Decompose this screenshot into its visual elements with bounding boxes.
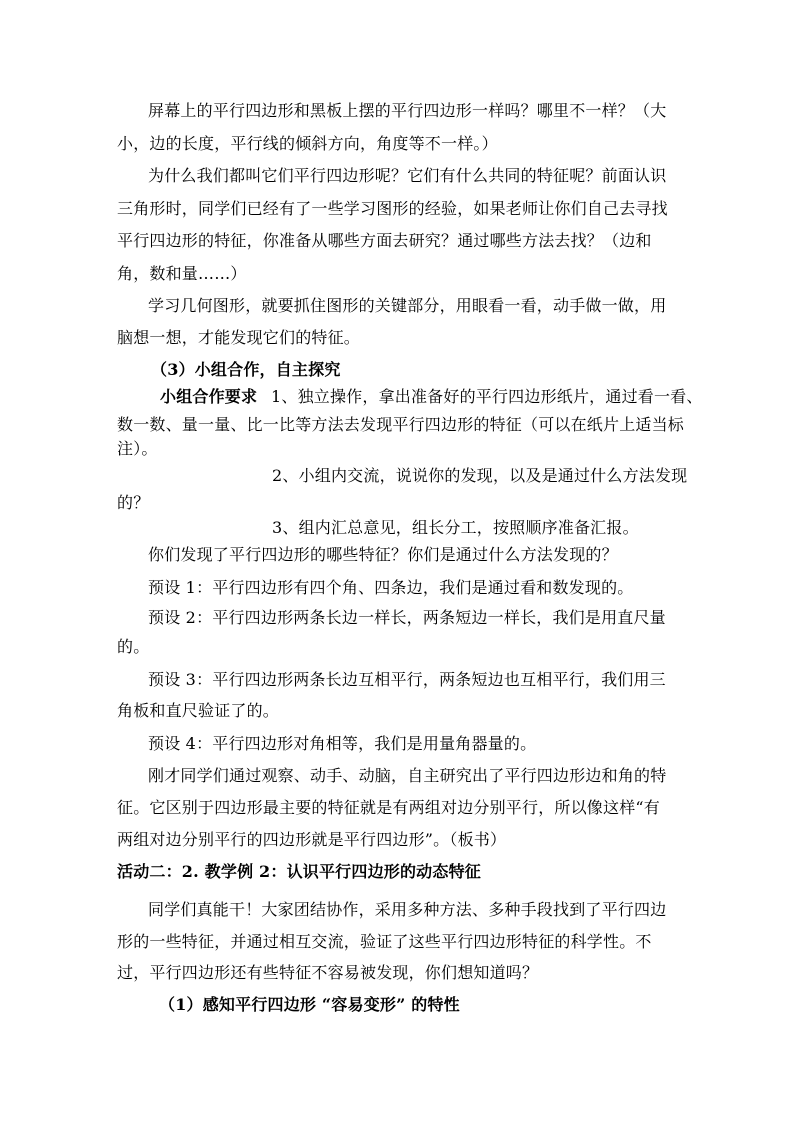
paragraph-line: 数一数、量一量、比一比等方法去发现平行四边形的特征（可以在纸片上适当标 <box>117 415 685 434</box>
section-heading: （1）感知平行四边形 “容易变形” 的特性 <box>159 995 460 1014</box>
paragraph-line: 预设 1：平行四边形有四个角、四条边，我们是通过看和数发现的。 <box>148 578 634 597</box>
group-requirements-label: 小组合作要求 <box>160 387 258 406</box>
activity-heading: 活动二：2. 教学例 2：认识平行四边形的动态特征 <box>117 862 481 881</box>
paragraph-line: 平行四边形的特征，你准备从哪些方面去研究？通过哪些方法去找？（边和 <box>117 231 652 250</box>
paragraph-line: 小，边的长度，平行线的倾斜方向，角度等不一样。） <box>117 134 498 153</box>
paragraph-line: 的？ <box>117 493 150 512</box>
paragraph-line: 角板和直尺验证了的。 <box>117 701 280 720</box>
paragraph-line: 的。 <box>117 637 150 656</box>
paragraph-line: 同学们真能干！大家团结协作，采用多种方法、多种手段找到了平行四边 <box>148 900 667 919</box>
paragraph-line: 你们发现了平行四边形的哪些特征？你们是通过什么方法发现的？ <box>148 545 618 564</box>
paragraph-line: 3、组内汇总意见，组长分工，按照顺序准备汇报。 <box>272 518 639 537</box>
paragraph-line: 预设 2：平行四边形两条长边一样长，两条短边一样长，我们是用直尺量 <box>148 608 666 627</box>
paragraph-line: 脑想一想，才能发现它们的特征。 <box>117 328 361 347</box>
paragraph-line: 过，平行四边形还有些特征不容易被发现，你们想知道吗？ <box>117 963 539 982</box>
paragraph-line: 注）。 <box>117 439 158 458</box>
paragraph-line: 屏幕上的平行四边形和黑板上摆的平行四边形一样吗？哪里不一样？（大 <box>148 101 667 120</box>
paragraph-line: 两组对边分别平行的四边形就是平行四边形”。（板书） <box>117 830 507 849</box>
paragraph-line: 角，数和量……） <box>117 264 247 283</box>
paragraph-line: 2、小组内交流，说说你的发现，以及是通过什么方法发现 <box>272 466 688 485</box>
paragraph-line: 征。它区别于四边形最主要的特征就是有两组对边分别平行，所以像这样“有 <box>117 798 660 817</box>
paragraph-line: 预设 4：平行四边形对角相等，我们是用量角器量的。 <box>148 734 537 753</box>
paragraph-line: 刚才同学们通过观察、动手、动脑，自主研究出了平行四边形边和角的特 <box>148 766 667 785</box>
paragraph-line: 1、独立操作，拿出准备好的平行四边形纸片，通过看一看、 <box>271 387 703 406</box>
paragraph-line: 为什么我们都叫它们平行四边形呢？它们有什么共同的特征呢？前面认识 <box>148 166 667 185</box>
paragraph-line: 形的一些特征，并通过相互交流，验证了这些平行四边形特征的科学性。不 <box>117 932 652 951</box>
section-heading: （3）小组合作，自主探究 <box>151 360 341 379</box>
paragraph-line: 预设 3：平行四边形两条长边互相平行，两条短边也互相平行，我们用三 <box>148 670 666 689</box>
paragraph-line: 学习几何图形，就要抓住图形的关键部分，用眼看一看，动手做一做，用 <box>148 296 667 315</box>
paragraph-line: 三角形时，同学们已经有了一些学习图形的经验，如果老师让你们自己去寻找 <box>117 199 668 218</box>
